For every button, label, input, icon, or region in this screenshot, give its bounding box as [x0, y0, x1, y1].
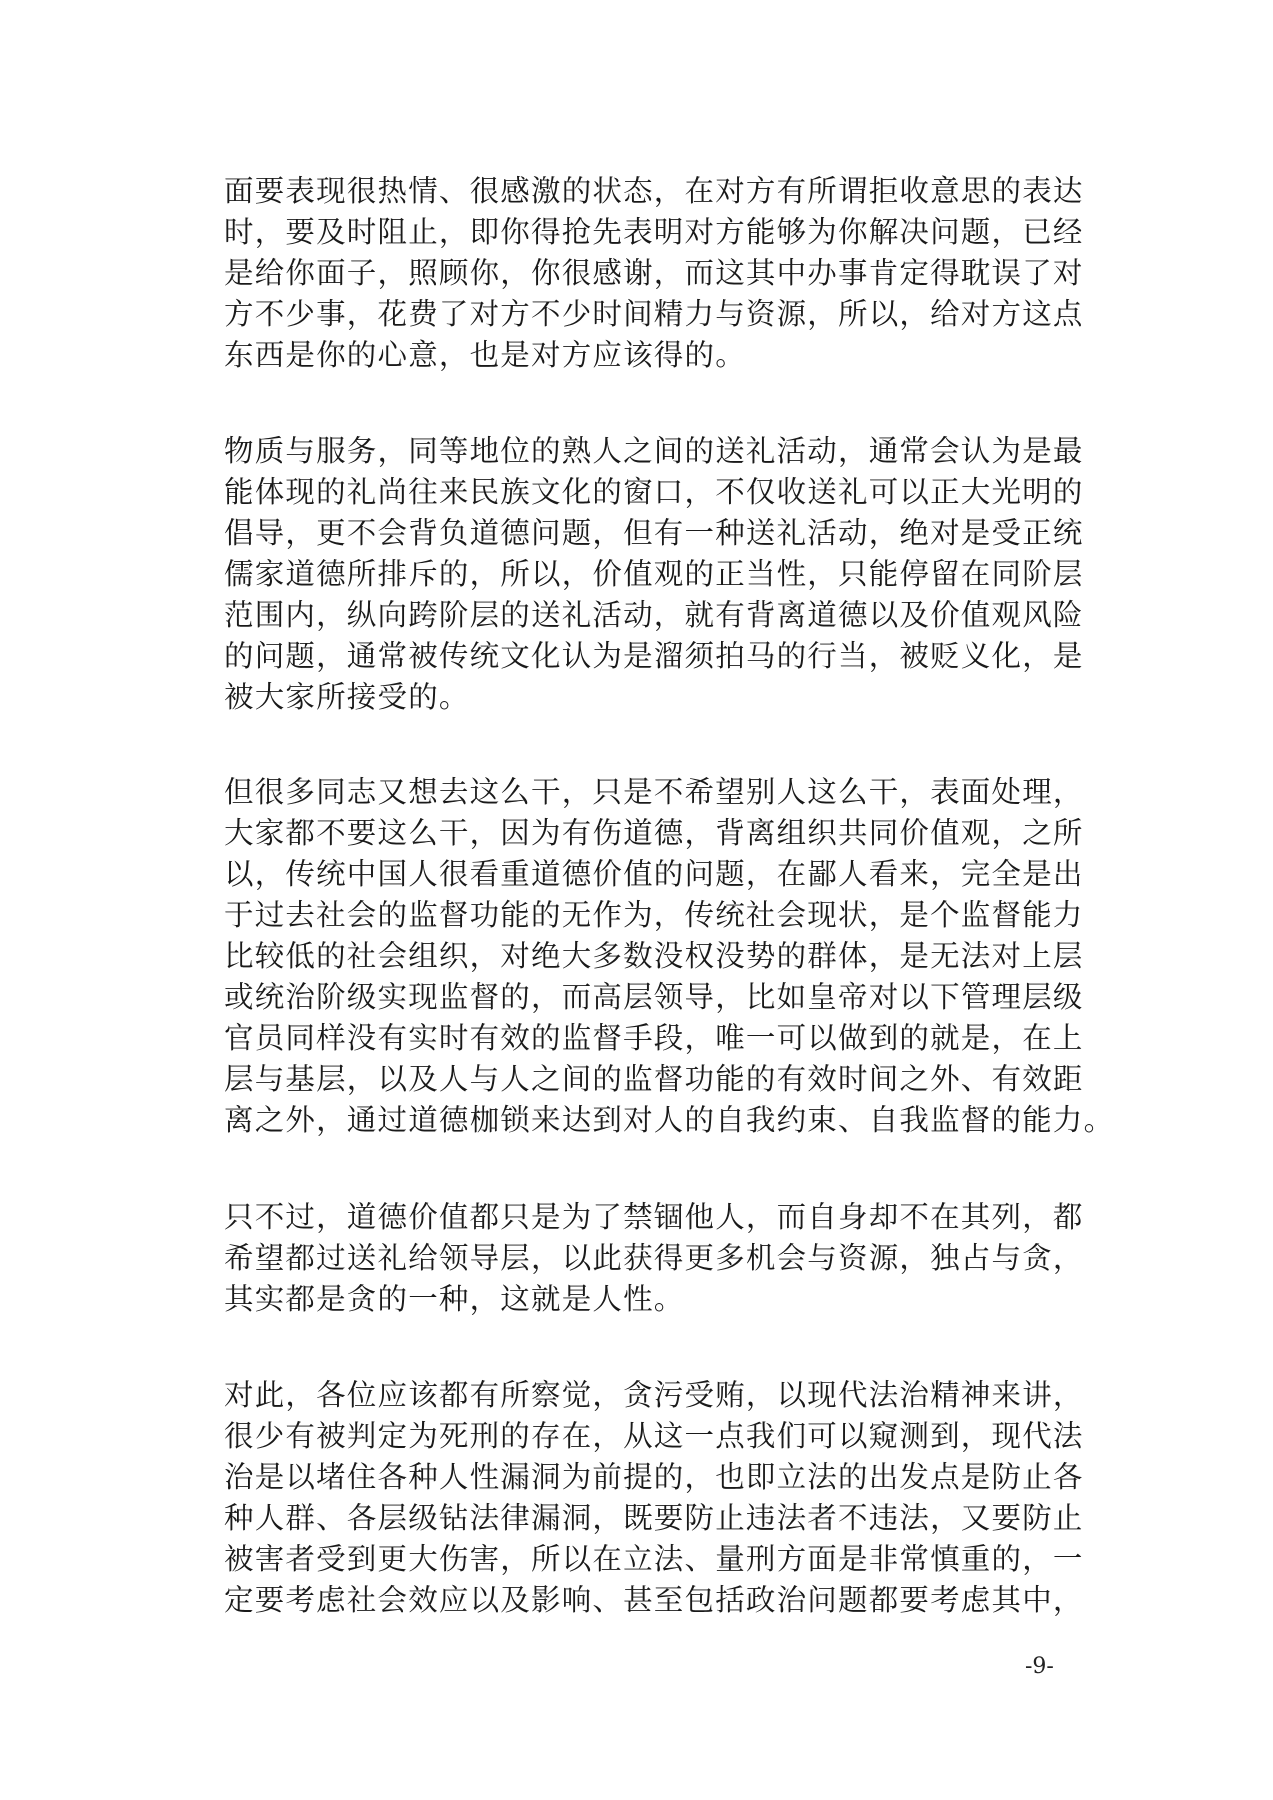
- paragraph-4: [224, 1197, 1084, 1320]
- text-line: 儒家道德所排斥的，所以，价值观的正当性，只能停留在同阶层: [224, 557, 1084, 591]
- text-line: 方不少事，花费了对方不少时间精力与资源，所以，给对方这点: [224, 297, 1084, 331]
- paragraph-2: [224, 431, 1084, 718]
- body-text: [224, 171, 1115, 1621]
- text-line: 于过去社会的监督功能的无作为，传统社会现状，是个监督能力: [224, 898, 1084, 932]
- text-line: 定要考虑社会效应以及影响、甚至包括政治问题都要考虑其中，: [224, 1583, 1084, 1617]
- text-line: 被大家所接受的。: [224, 680, 470, 714]
- text-line: 或统治阶级实现监督的，而高层领导，比如皇帝对以下管理层级: [224, 980, 1084, 1014]
- paragraph-5: [224, 1375, 1084, 1621]
- paragraph-3: [224, 772, 1115, 1141]
- text-line: 是给你面子，照顾你，你很感谢，而这其中办事肯定得耽误了对: [224, 256, 1084, 290]
- text-line: 的问题，通常被传统文化认为是溜须拍马的行当，被贬义化，是: [224, 639, 1084, 673]
- text-line: 官员同样没有实时有效的监督手段，唯一可以做到的就是，在上: [224, 1021, 1084, 1055]
- text-line: 范围内，纵向跨阶层的送礼活动，就有背离道德以及价值观风险: [224, 598, 1084, 632]
- text-line: 层与基层，以及人与人之间的监督功能的有效时间之外、有效距: [224, 1062, 1084, 1096]
- text-line: 物质与服务，同等地位的熟人之间的送礼活动，通常会认为是最: [224, 434, 1084, 468]
- text-line: 被害者受到更大伤害，所以在立法、量刑方面是非常慎重的，一: [224, 1542, 1084, 1576]
- text-line: 倡导，更不会背负道德问题，但有一种送礼活动，绝对是受正统: [224, 516, 1084, 550]
- page-number: -9-: [1025, 1654, 1054, 1679]
- paragraph-1: [224, 171, 1084, 376]
- text-line: 治是以堵住各种人性漏洞为前提的，也即立法的出发点是防止各: [224, 1460, 1084, 1494]
- text-line: 希望都过送礼给领导层，以此获得更多机会与资源，独占与贪，: [224, 1241, 1084, 1275]
- text-line: 种人群、各层级钻法律漏洞，既要防止违法者不违法，又要防止: [224, 1501, 1084, 1535]
- text-line: 但很多同志又想去这么干，只是不希望别人这么干，表面处理，: [224, 775, 1084, 809]
- text-line: 对此，各位应该都有所察觉，贪污受贿，以现代法治精神来讲，: [224, 1378, 1084, 1412]
- text-line: 只不过，道德价值都只是为了禁锢他人，而自身却不在其列，都: [224, 1200, 1084, 1234]
- text-line: 时，要及时阻止，即你得抢先表明对方能够为你解决问题，已经: [224, 215, 1084, 249]
- text-line: 其实都是贪的一种，这就是人性。: [224, 1282, 685, 1316]
- text-line: 东西是你的心意，也是对方应该得的。: [224, 338, 746, 372]
- text-line: 很少有被判定为死刑的存在，从这一点我们可以窥测到，现代法: [224, 1419, 1084, 1453]
- text-line: 能体现的礼尚往来民族文化的窗口，不仅收送礼可以正大光明的: [224, 475, 1084, 509]
- text-line: 以，传统中国人很看重道德价值的问题，在鄙人看来，完全是出: [224, 857, 1084, 891]
- text-line: 大家都不要这么干，因为有伤道德，背离组织共同价值观，之所: [224, 816, 1084, 850]
- text-line: 比较低的社会组织，对绝大多数没权没势的群体，是无法对上层: [224, 939, 1084, 973]
- text-line: 离之外，通过道德枷锁来达到对人的自我约束、自我监督的能力。: [224, 1103, 1115, 1137]
- text-line: 面要表现很热情、很感激的状态，在对方有所谓拒收意思的表达: [224, 174, 1084, 208]
